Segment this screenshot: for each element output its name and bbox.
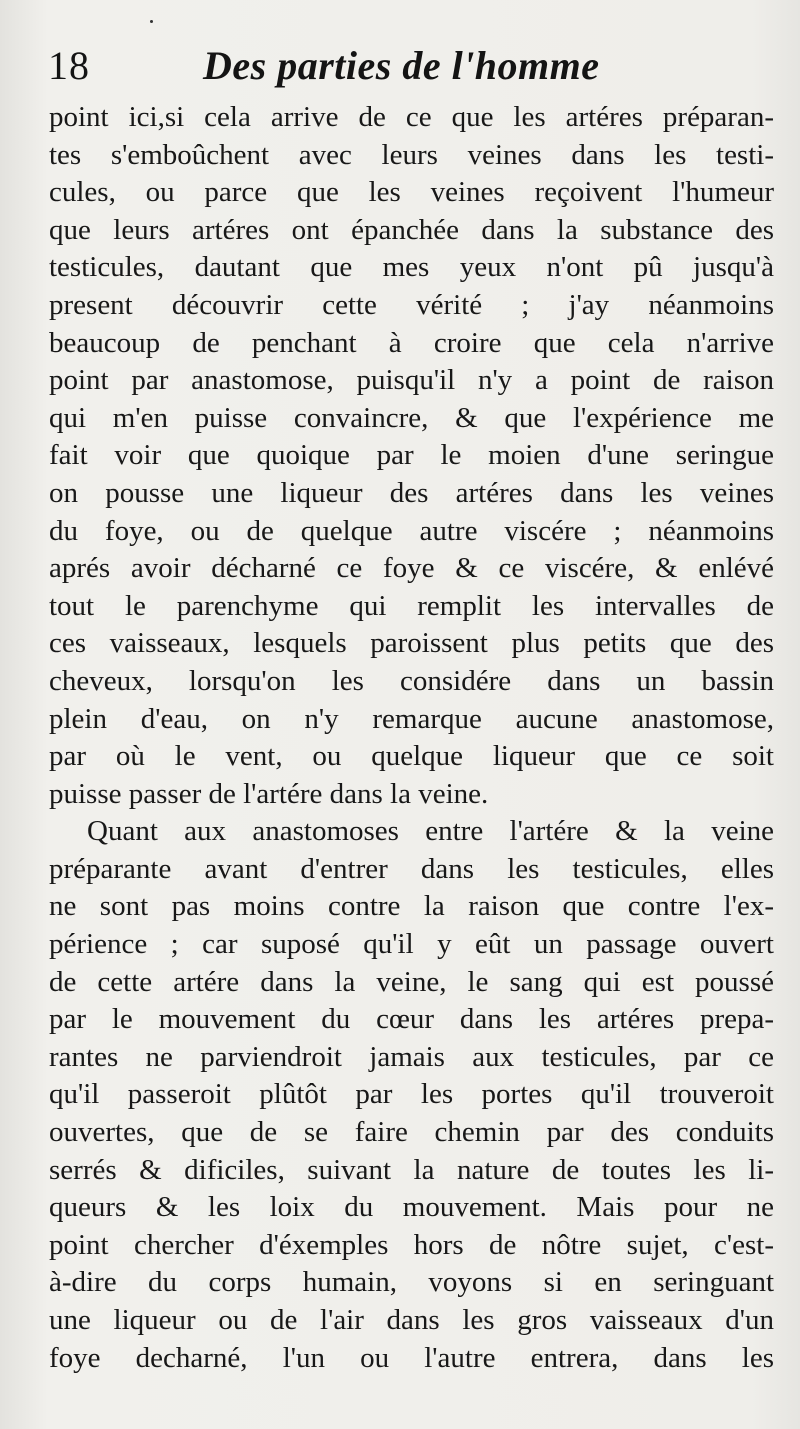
text-line: point chercher d'éxemples hors de nôtre sujet, c'est- xyxy=(49,1228,774,1261)
text-line: à-dire du corps humain, voyons si en seringuant xyxy=(49,1266,774,1299)
text-line: par où le vent, ou quelque liqueur que ce soit xyxy=(49,740,774,773)
running-title: Des parties de l'homme xyxy=(203,43,600,88)
running-head xyxy=(48,42,760,102)
text-line: serrés & dificiles, suivant la nature de toutes les li- xyxy=(49,1153,774,1186)
text-line: qui m'en puisse convaincre, & que l'expérience me xyxy=(49,401,774,434)
body-text xyxy=(49,99,774,1377)
text-line: point ici,si cela arrive de ce que les artéres préparan- xyxy=(49,101,774,133)
text-line: tes s'emboûchent avec leurs veines dans les testi- xyxy=(49,138,774,171)
text-line: Quant aux anastomoses entre l'artére & la veine xyxy=(87,815,774,848)
text-line: aprés avoir décharné ce foye & ce viscére, & enlévé xyxy=(49,552,774,585)
text-line: de cette artére dans la veine, le sang qui est poussé xyxy=(49,965,774,998)
text-line: par le mouvement du cœur dans les artéres prepa- xyxy=(49,1003,774,1036)
text-line: que leurs artéres ont épanchée dans la substance des xyxy=(49,213,774,246)
text-line: tout le parenchyme qui remplit les intervalles de xyxy=(49,589,774,622)
text-line: puisse passer de l'artére dans la veine. xyxy=(49,777,489,810)
text-line: ouvertes, que de se faire chemin par des conduits xyxy=(49,1116,774,1149)
text-line: plein d'eau, on n'y remarque aucune anastomose, xyxy=(49,702,774,735)
text-line: point par anastomose, puisqu'il n'y a point de raison xyxy=(49,364,774,397)
text-line: rantes ne parviendroit jamais aux testicules, par ce xyxy=(49,1040,774,1073)
text-line: present découvrir cette vérité ; j'ay néanmoins xyxy=(49,288,774,321)
text-line: on pousse une liqueur des artéres dans les veines xyxy=(49,476,774,509)
text-line: queurs & les loix du mouvement. Mais pour ne xyxy=(49,1191,774,1224)
text-line: foye decharné, l'un ou l'autre entrera, dans les xyxy=(49,1341,774,1374)
text-line: cules, ou parce que les veines reçoivent l'humeur xyxy=(49,176,774,209)
text-line: ces vaisseaux, lesquels paroissent plus petits que des xyxy=(49,627,774,660)
text-line: qu'il passeroit plûtôt par les portes qu'il trouveroit xyxy=(49,1078,774,1111)
text-line: ne sont pas moins contre la raison que contre l'ex- xyxy=(49,890,774,923)
text-line: cheveux, lorsqu'on les considére dans un bassin xyxy=(49,664,774,697)
text-line: beaucoup de penchant à croire que cela n'arrive xyxy=(49,326,774,359)
text-line: préparante avant d'entrer dans les testicules, elles xyxy=(49,852,774,885)
text-line: périence ; car suposé qu'il y eût un passage ouvert xyxy=(49,928,774,961)
text-line: du foye, ou de quelque autre viscére ; néanmoins xyxy=(49,514,774,547)
ink-speck xyxy=(150,20,153,23)
page-number: 18 xyxy=(48,43,90,88)
text-line: fait voir que quoique par le moien d'une seringue xyxy=(49,439,774,472)
text-line: une liqueur ou de l'air dans les gros vaisseaux d'un xyxy=(49,1304,774,1336)
text-line: testicules, dautant que mes yeux n'ont pû jusqu'à xyxy=(49,251,774,284)
